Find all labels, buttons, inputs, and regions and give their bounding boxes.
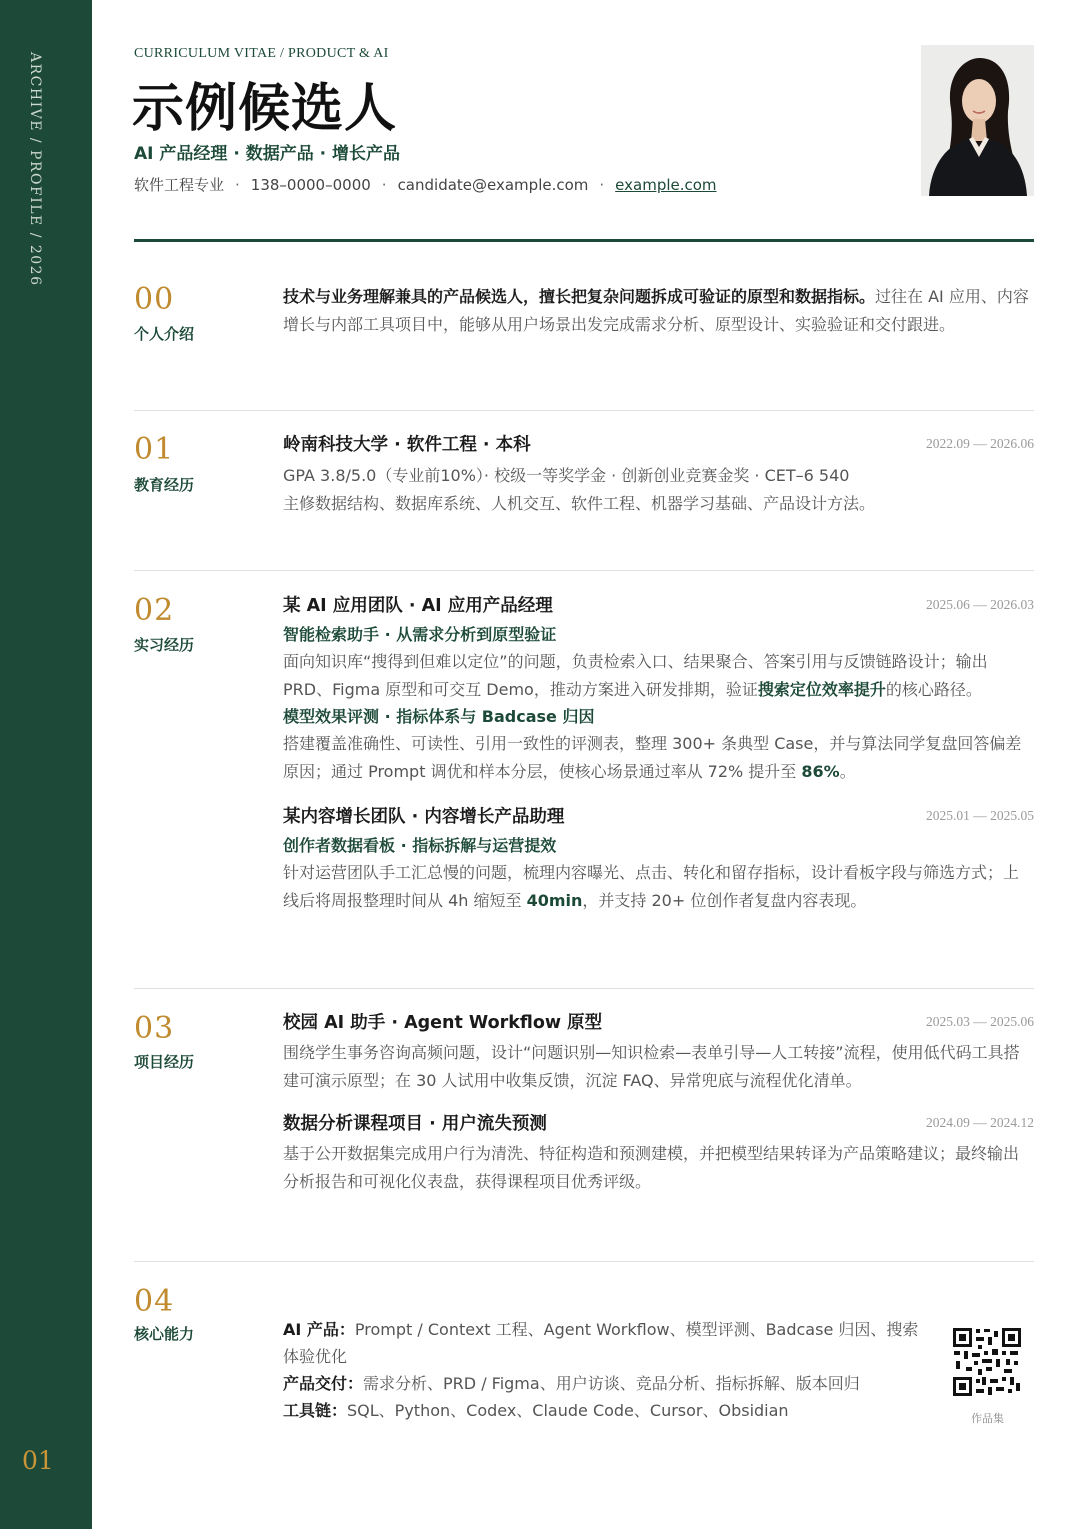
project-description: 基于公开数据集完成用户行为清洗、特征构造和预测建模，并把模型结果转译为产品策略建议；最终输出分析报告和可视化仪表盘，获得课程项目优秀评级。: [283, 1144, 1020, 1191]
job-description: [283, 730, 1034, 786]
section-label-skills: 核心能力: [134, 1325, 195, 1343]
profile-photo: [921, 45, 1034, 196]
section-label-projects: 项目经历: [134, 1053, 195, 1071]
section-number-education: 01: [134, 432, 175, 467]
job-subheading: 模型效果评测 · 指标体系与 Badcase 归因: [283, 707, 595, 726]
section-number-intro: 00: [134, 282, 175, 317]
job-subheading: 创作者数据看板 · 指标拆解与运营提效: [283, 836, 557, 855]
project-2: [283, 1111, 1034, 1196]
separator-dot: ·: [599, 176, 605, 194]
skill-key: AI 产品：: [283, 1320, 355, 1339]
internship-job-1: [283, 593, 1034, 786]
job-date: 2025.06 — 2026.03: [926, 597, 1034, 612]
education-title: 岭南科技大学 · 软件工程 · 本科: [283, 435, 531, 455]
education-date: 2022.09 — 2026.06: [926, 436, 1034, 451]
skill-key: 产品交付：: [283, 1374, 364, 1393]
project-date: 2024.09 — 2024.12: [926, 1115, 1034, 1130]
header-rule: [134, 239, 1034, 242]
tagline: AI 产品经理 · 数据产品 · 增长产品: [134, 144, 400, 164]
section-number-skills: 04: [134, 1284, 175, 1319]
section-divider: [134, 570, 1034, 571]
skill-value: SQL、Python、Codex、Claude Code、Cursor、Obsidian: [347, 1401, 789, 1420]
eyebrow: CURRICULUM VITAE / PRODUCT & AI: [134, 46, 389, 61]
contact-line: [134, 174, 717, 195]
intro-body: 过往在 AI 应用、内容增长与内部工具项目中，能够从用户场景出发完成需求分析、原型设计、实验验证和交付跟进。: [283, 287, 1029, 334]
education-gpa: GPA 3.8/5.0（专业前10%）· 校级一等奖学金 · 创新创业竞赛金奖 · CET–6 540: [283, 466, 850, 485]
email[interactable]: candidate@example.com: [397, 176, 589, 194]
sidebar: [0, 0, 92, 1529]
section-label-intro: 个人介绍: [134, 325, 195, 343]
education-courses: 主修数据结构、数据库系统、人机交互、软件工程、机器学习基础、产品设计方法。: [283, 494, 876, 513]
project-title: 数据分析课程项目 · 用户流失预测: [283, 1114, 547, 1134]
separator-dot: ·: [235, 176, 240, 194]
skills-list: [283, 1316, 923, 1424]
skill-row: [283, 1397, 923, 1424]
project-description: 围绕学生事务咨询高频问题，设计“问题识别—知识检索—表单引导—人工转接”流程，使用低代码工具搭建可演示原型；在 30 人试用中收集反馈，沉淀 FAQ、异常兜底与流程优化清单。: [283, 1043, 1020, 1090]
phone: 138–0000–0000: [250, 176, 371, 194]
job-date: 2025.01 — 2025.05: [926, 808, 1034, 823]
text-run: 针对运营团队手工汇总慢的问题，梳理内容曝光、点击、转化和留存指标，设计看板字段与筛选方式；上线后将周报整理时间从 4h 缩短至: [283, 863, 1020, 910]
job-description: [283, 648, 1034, 704]
major: 软件工程专业: [134, 176, 225, 194]
project-1: [283, 1010, 1034, 1095]
job-description: [283, 859, 1034, 915]
highlight: 86%: [801, 762, 840, 781]
section-number-projects: 03: [134, 1011, 175, 1046]
section-label-internship: 实习经历: [134, 636, 195, 654]
skill-value: Prompt / Context 工程、Agent Workflow、模型评测、Badcase 归因、搜索体验优化: [283, 1320, 919, 1366]
section-number-internship: 02: [134, 593, 175, 628]
job-title: 某 AI 应用团队 · AI 应用产品经理: [283, 596, 553, 616]
highlight: 40min: [526, 891, 583, 910]
qr-code[interactable]: [952, 1327, 1022, 1397]
project-date: 2025.03 — 2025.06: [926, 1014, 1034, 1029]
section-divider: [134, 410, 1034, 411]
intro-paragraph: [283, 283, 1034, 339]
education-block: [283, 432, 1034, 518]
intro-block: [283, 283, 1034, 339]
internship-job-2: [283, 804, 1034, 915]
intro-lead: 技术与业务理解兼具的产品候选人，擅长把复杂问题拆成可验证的原型和数据指标。: [283, 287, 876, 306]
highlight: 搜索定位效率提升: [757, 680, 886, 699]
skill-row: [283, 1316, 923, 1370]
job-title: 某内容增长团队 · 内容增长产品助理: [283, 807, 565, 827]
text-run: 搭建覆盖准确性、可读性、引用一致性的评测表，整理 300+ 条典型 Case，并与算法同学复盘回答偏差原因；通过 Prompt 调优和样本分层，使核心场景通过率从 72% 提升至: [283, 734, 1022, 781]
sidebar-vertical-text: ARCHIVE / PROFILE / 2026: [27, 52, 43, 287]
text-run: ，并支持 20+ 位创作者复盘内容表现。: [582, 891, 867, 910]
job-subheading: 智能检索助手 · 从需求分析到原型验证: [283, 625, 557, 644]
text-run: 。: [839, 762, 856, 781]
separator-dot: ·: [381, 176, 387, 194]
qr-label: 作品集: [971, 1412, 1004, 1425]
skill-row: [283, 1370, 923, 1397]
skill-value: 需求分析、PRD / Figma、用户访谈、竞品分析、指标拆解、版本回归: [363, 1374, 860, 1393]
section-divider: [134, 988, 1034, 989]
page-number: 01: [22, 1446, 54, 1475]
section-divider: [134, 1261, 1034, 1262]
project-title: 校园 AI 助手 · Agent Workflow 原型: [283, 1013, 603, 1033]
text-run: 面向知识库“搜得到但难以定位”的问题，负责检索入口、结果聚合、答案引用与反馈链路设计；输出 PRD、Figma 原型和可交互 Demo，推动方案进入研发排期，验证: [283, 652, 988, 699]
candidate-name: 示例候选人: [132, 79, 398, 139]
text-run: 的核心路径。: [885, 680, 982, 699]
section-label-education: 教育经历: [134, 476, 195, 494]
skill-key: 工具链：: [283, 1401, 348, 1420]
website-link[interactable]: example.com: [615, 176, 717, 194]
